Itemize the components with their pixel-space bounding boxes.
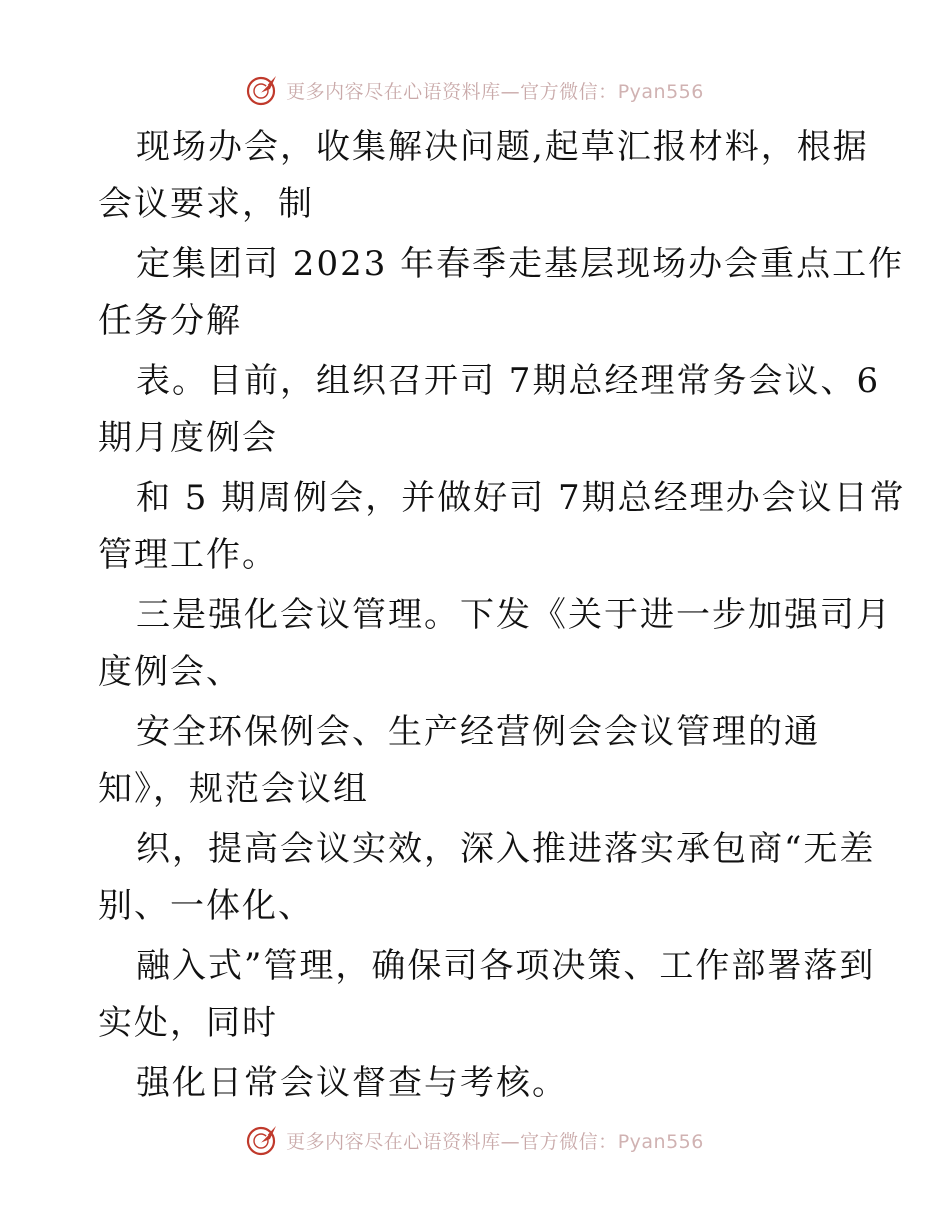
footer-wechat-handle: Pyan556 — [617, 1130, 704, 1153]
body-line: 期月度例会 — [98, 418, 278, 458]
body-line: 安全环保例会、生产经营例会会议管理的通 — [136, 712, 820, 752]
header-wechat-handle: Pyan556 — [617, 80, 704, 103]
quill-logo-icon — [246, 73, 280, 107]
body-line: 会议要求，制 — [98, 184, 314, 224]
body-line: 和 5 期周例会，并做好司 7期总经理办会议日常 — [136, 478, 906, 518]
body-line: 织，提高会议实效，深入推进落实承包商“无差 — [136, 829, 876, 869]
body-line: 定集团司 2023 年春季走基层现场办会重点工作 — [136, 244, 905, 284]
header-watermark-text: 更多内容尽在心语资料库—官方微信：Pyan556 — [286, 80, 704, 103]
body-line: 表。目前，组织召开司 7期总经理常务会议、6 — [136, 361, 881, 401]
body-line: 任务分解 — [98, 301, 242, 341]
footer-watermark-banner — [0, 1120, 950, 1160]
body-line: 知》，规范会议组 — [98, 769, 369, 809]
body-line: 融入式”管理，确保司各项决策、工作部署落到 — [136, 946, 876, 986]
body-line: 现场办会，收集解决问题,起草汇报材料，根据 — [136, 127, 869, 167]
body-line: 实处，同时 — [98, 1003, 278, 1043]
quill-logo-icon — [246, 1123, 280, 1157]
header-watermark-banner — [0, 70, 950, 110]
body-line: 度例会、 — [98, 652, 242, 692]
body-line: 管理工作。 — [98, 535, 278, 575]
footer-watermark-text: 更多内容尽在心语资料库—官方微信：Pyan556 — [286, 1130, 704, 1153]
body-line: 强化日常会议督查与考核。 — [136, 1063, 568, 1103]
body-line: 三是强化会议管理。下发《关于进一步加强司月 — [136, 595, 892, 635]
body-line: 别、一体化、 — [98, 886, 314, 926]
